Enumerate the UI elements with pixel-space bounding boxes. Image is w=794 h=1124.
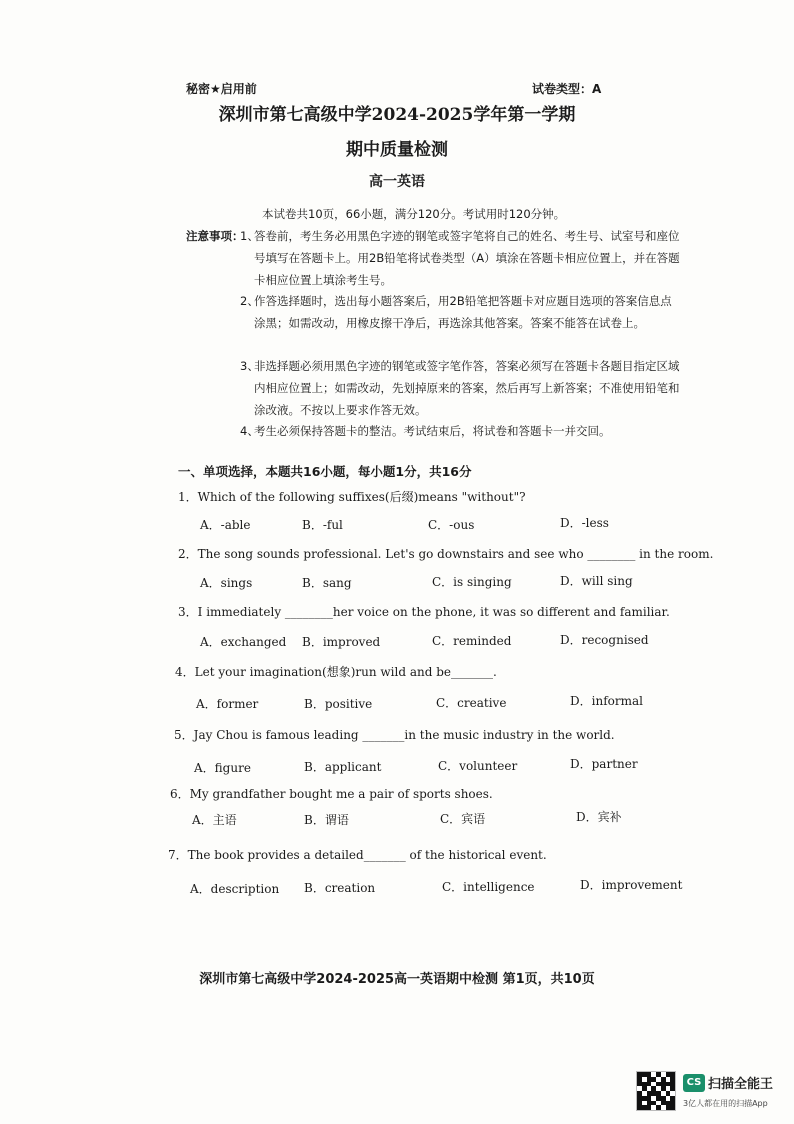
section-heading: 一、单项选择，本题共16小题，每小题1分，共16分 [178, 464, 472, 479]
option-d: D．partner [570, 757, 638, 771]
scanner-app-name: 扫描全能王 [708, 1077, 774, 1092]
note-number: 2、 [240, 294, 259, 308]
note-number: 3、 [240, 359, 259, 373]
option-a: A．sings [200, 576, 253, 590]
page-footer: 深圳市第七高级中学2024-2025高一英语期中检测 第1页，共10页 [199, 972, 595, 987]
option-c: C．is singing [432, 575, 512, 589]
note-text: 非选择题必须用黑色字迹的钢笔或签字笔作答，答案必须写在答题卡各题目指定区域内相应位置上；如需改动，先划掉原来的答案，然后再写上新答案；不准使用铅笔和涂改液。不按以上要求作答无效。 [254, 359, 680, 417]
option-c: C．intelligence [442, 880, 535, 894]
qr-code-icon [636, 1071, 676, 1111]
question-stem: 6．My grandfather bought me a pair of sports shoes. [170, 787, 493, 801]
note-item [240, 420, 680, 442]
option-d: D．improvement [580, 878, 683, 892]
note-text: 答卷前，考生务必用黑色字迹的钢笔或签字笔将自己的姓名、考生号、试室号和座位号填写在答题卡上。用2B铅笔将试卷类型（A）填涂在答题卡相应位置上，并在答题卡相应位置上填涂考生号。 [254, 229, 680, 287]
option-a: A．exchanged [200, 635, 287, 649]
note-item [240, 355, 680, 421]
option-b: B．-ful [302, 518, 343, 532]
option-d: D．informal [570, 694, 643, 708]
notes-label: 注意事项： [186, 229, 244, 243]
option-d: D．recognised [560, 633, 649, 647]
question-stem: 2．The song sounds professional. Let's go downstairs and see who ________ in the room. [178, 547, 714, 561]
question-stem: 3．I immediately ________her voice on the phone, it was so different and familiar. [178, 605, 670, 619]
option-d: D．宾补 [576, 810, 622, 824]
exam-intro: 本试卷共10页，66小题，满分120分。考试用时120分钟。 [262, 207, 566, 221]
option-b: B．creation [304, 881, 376, 895]
option-c: C．宾语 [440, 812, 486, 826]
option-b: B．positive [304, 697, 373, 711]
option-b: B．谓语 [304, 813, 349, 827]
option-c: C．volunteer [438, 759, 518, 773]
option-a: A．主语 [192, 813, 237, 827]
option-a: A．description [190, 882, 280, 896]
option-c: C．creative [436, 696, 507, 710]
note-item [240, 290, 680, 334]
note-text: 作答选择题时，选出每小题答案后，用2B铅笔把答题卡对应题目选项的答案信息点涂黑；如需改动，用橡皮擦干净后，再选涂其他答案。答案不能答在试卷上。 [254, 294, 672, 330]
paper-type-label: 试卷类型：A [532, 82, 602, 96]
option-b: B．sang [302, 576, 352, 590]
note-number: 4、 [240, 424, 259, 438]
exam-title: 深圳市第七高级中学2024-2025学年第一学期 [218, 105, 576, 125]
exam-subtitle: 期中质量检测 [346, 140, 448, 160]
question-stem: 4．Let your imagination(想象)run wild and be_______. [175, 665, 497, 679]
question-stem: 7．The book provides a detailed_______ of the historical event. [168, 848, 547, 862]
option-b: B．applicant [304, 760, 382, 774]
camscanner-logo-icon: CS [683, 1074, 705, 1092]
option-c: C．-ous [428, 518, 475, 532]
confidential-label: 秘密★启用前 [186, 82, 257, 96]
option-a: A．-able [200, 518, 251, 532]
option-a: A．former [196, 697, 259, 711]
option-c: C．reminded [432, 634, 512, 648]
subject-title: 高一英语 [369, 174, 425, 190]
note-number: 1、 [240, 229, 259, 243]
question-stem: 1．Which of the following suffixes(后缀)means "without"? [178, 490, 526, 504]
note-text: 考生必须保持答题卡的整洁。考试结束后，将试卷和答题卡一并交回。 [254, 424, 611, 438]
option-b: B．improved [302, 635, 381, 649]
scanner-app-tagline: 3亿人都在用的扫描App [683, 1099, 768, 1108]
option-d: D．-less [560, 516, 609, 530]
option-d: D．will sing [560, 574, 633, 588]
question-stem: 5．Jay Chou is famous leading _______in the music industry in the world. [174, 728, 615, 742]
note-item [240, 225, 680, 291]
option-a: A．figure [194, 761, 251, 775]
